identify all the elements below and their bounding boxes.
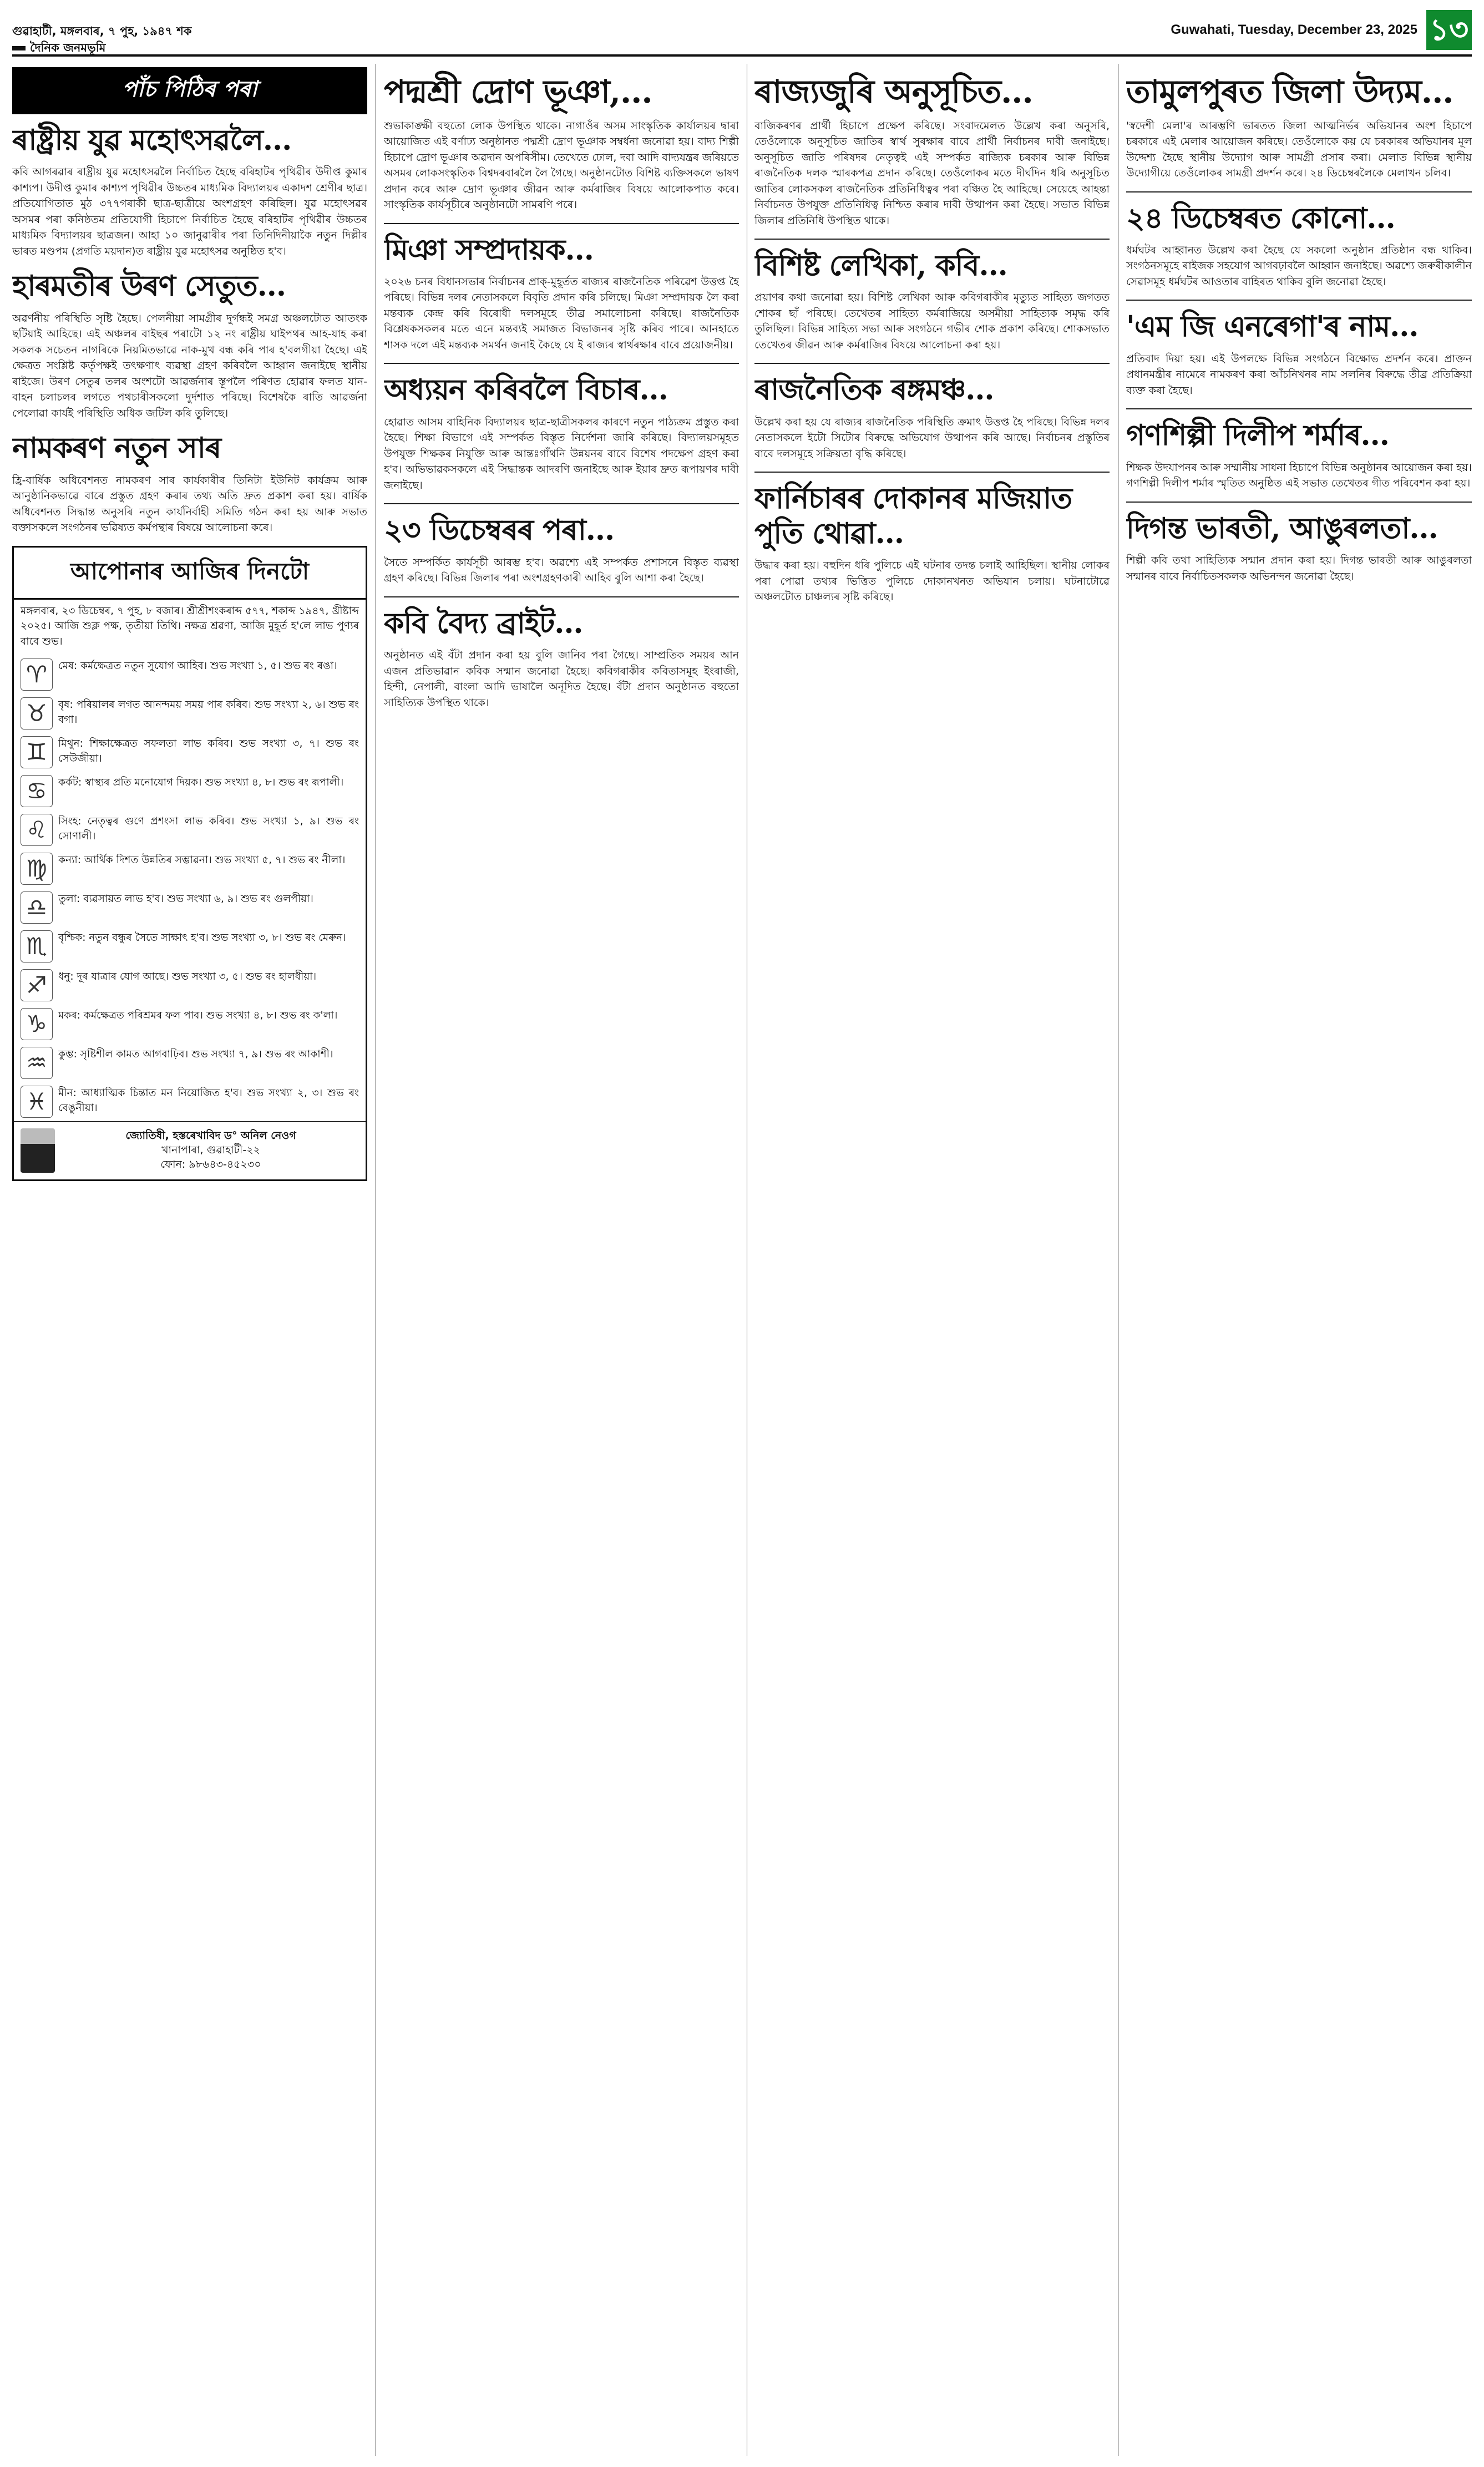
astrologer-name: জ্যোতিষী, হস্তৰেখাবিদ ড° অনিল নেওগ bbox=[125, 1129, 296, 1142]
story-headline: ৰাষ্ট্ৰীয় যুৱ মহোৎসৱলৈ... bbox=[12, 123, 292, 157]
story-headline: অধ্যয়ন কৰিবলৈ বিচাৰ... bbox=[384, 373, 668, 407]
story-body: ২০২৬ চনৰ বিধানসভাৰ নিৰ্বাচনৰ প্ৰাক্-মুহূৰ্তত ৰাজ্যৰ ৰাজনৈতিক পৰিৱেশ উত্তপ্ত হৈ পৰিছে। বিভিন্ন দলৰ নেতাসকলে বিবৃতি প্ৰদান কৰি চলিছে। মিঞা সম্প্ৰদায়ক লৈ কৰা মন্তব্যক কেন্দ্ৰ কৰি বিৰোধী দলসমূহে তীব্ৰ সমালোচনা কৰিছে। ৰাজনৈতিক বিশ্লেষকসকলৰ মতে এনে মন্তব্যই সমাজত বিভাজনৰ সৃষ্টি কৰিব পাৰে। আনহাতে শাসক দলে এই মন্তব্যক সমৰ্থন জনাই কৈছে যে ই ৰাজ্যৰ স্বাৰ্থৰক্ষাৰ বাবে প্ৰয়োজনীয়। bbox=[384, 275, 739, 351]
astrologer-photo bbox=[21, 1128, 55, 1173]
zodiac-row bbox=[14, 1005, 366, 1043]
zodiac-icon: ♑ bbox=[21, 1008, 53, 1040]
zodiac-icon: ♓ bbox=[21, 1086, 53, 1118]
story-divider bbox=[1126, 408, 1472, 409]
story-divider bbox=[1126, 501, 1472, 503]
story bbox=[754, 373, 1110, 462]
story-body: প্ৰতিবাদ দিয়া হয়। এই উপলক্ষে বিভিন্ন সংগঠনে বিক্ষোভ প্ৰদৰ্শন কৰে। প্ৰাক্তন প্ৰধানমন্ত্ৰীৰ নামেৰে নামকৰণ কৰা আঁচনিখনৰ নাম সলনিৰ বিৰুদ্ধে তীব্ৰ প্ৰতিক্ৰিয়া ব্যক্ত কৰা হৈছে। bbox=[1126, 352, 1472, 397]
astrologer-phone: ফোন: ৯৮৬৪৩-৪৫২৩০ bbox=[160, 1158, 261, 1171]
story-body: হোৱাত আসম বাহিনিক বিদ্যালয়ৰ ছাত্ৰ-ছাত্ৰীসকলৰ কাৰণে নতুন পাঠ্যক্ৰম প্ৰস্তুত কৰা হৈছে। শিক্ষা বিভাগে এই সম্পৰ্কত বিস্তৃত নিৰ্দেশনা জাৰি কৰিছে। বিদ্যালয়সমূহত উপযুক্ত শিক্ষকৰ নিযুক্তি আৰু আন্তঃগাঁথনি উন্নয়নৰ বাবে বিশেষ পদক্ষেপ গ্ৰহণ কৰা হ'ব। অভিভাৱকসকলে এই সিদ্ধান্তক আদৰণি জনাইছে আৰু ইয়াৰ দ্ৰুত ৰূপায়ণৰ দাবী জনাইছে। bbox=[384, 416, 739, 492]
zodiac-icon: ♎ bbox=[21, 891, 53, 924]
column-2 bbox=[384, 64, 739, 2456]
story-headline: ৰাজ্যজুৰি অনুসূচিত... bbox=[754, 73, 1033, 110]
story-headline: 'এম জি এনৰেগা'ৰ নাম... bbox=[1126, 310, 1419, 344]
horoscope-box bbox=[12, 546, 367, 1181]
story-headline: গণশিল্পী দিলীপ শৰ্মাৰ... bbox=[1126, 418, 1389, 453]
column-3 bbox=[754, 64, 1110, 2456]
story bbox=[1126, 73, 1472, 181]
story-body: হ্ৰি-বাৰ্ষিক অধিবেশনত নামকৰণ সাৰ কাৰ্যকাৰীৰ তিনিটা ইউনিট কাৰ্যক্ৰম আৰু আনুষ্ঠানিকভাৱে বাৰে প্ৰস্তুত গ্ৰহণ কৰাৰ তথ্য অতি দ্ৰুত প্ৰকাশ কৰা হয়। বাৰ্ষিক অধিবেশনত সিদ্ধান্ত অনুসৰি নতুন কাৰ্যনিৰ্বাহী সমিতি গঠন কৰা হয় আৰু সভাত বক্তাসকলে সংগঠনৰ ভৱিষ্যত কৰ্মপন্থাৰ বিষয়ে আলোচনা কৰে। bbox=[12, 474, 367, 534]
story-headline: হাৰমতীৰ উৰণ সেতুত... bbox=[12, 269, 286, 303]
zodiac-row bbox=[14, 810, 366, 849]
header-date-assamese: গুৱাহাটী, মঙ্গলবাৰ, ৭ পুহ, ১৯৪৭ শক bbox=[12, 24, 192, 38]
story-headline: কবি বৈদ্য ব্ৰাইট... bbox=[384, 606, 583, 640]
zodiac-text: মিথুন: শিক্ষাক্ষেত্ৰত সফলতা লাভ কৰিব। শুভ সংখ্যা ৩, ৭। শুভ ৰং সেউজীয়া। bbox=[58, 737, 359, 765]
zodiac-text: মীন: আধ্যাত্মিক চিন্তাত মন নিয়োজিত হ'ব। শুভ সংখ্যা ২, ৩। শুভ ৰং বেঙুনীয়া। bbox=[58, 1087, 359, 1115]
story bbox=[1126, 511, 1472, 584]
zodiac-row bbox=[14, 1043, 366, 1082]
story bbox=[384, 73, 739, 213]
zodiac-row bbox=[14, 849, 366, 888]
astrologer-place: খানাপাৰা, গুৱাহাটী-২২ bbox=[161, 1144, 260, 1157]
zodiac-icon: ♌ bbox=[21, 814, 53, 846]
horoscope-intro: মঙ্গলবাৰ, ২৩ ডিচেম্বৰ, ৭ পুহ, ৮ বজাৰ। শ্ৰীশ্ৰীশংকৰাব্দ ৫৭৭, শকাব্দ ১৯৪৭, খ্ৰীষ্টাব্দ ২০২৫। আজি শুক্ল পক্ষ, তৃতীয়া তিথি। নক্ষত্ৰ শ্ৰৱণা, আজি মুহূৰ্ত হ'লে লাভ পুণ্যৰ বাবে শুভ। bbox=[21, 605, 359, 648]
zodiac-text: মকৰ: কৰ্মক্ষেত্ৰত পৰিশ্ৰমৰ ফল পাব। শুভ সংখ্যা ৪, ৮। শুভ ৰং ক'লা। bbox=[58, 1009, 338, 1021]
story-body: 'স্বদেশী মেলা'ৰ আৰম্ভণি ভাৰতত জিলা আত্মনিৰ্ভৰ অভিযানৰ অংশ হিচাপে চৰকাৰে এই মেলাৰ আয়োজন কৰিছে। তেওঁলোকে কয় যে চৰকাৰৰ অভিযানৰ মূল উদ্দেশ্য হৈছে স্থানীয় উদ্যোগ আৰু সামগ্ৰী প্ৰসাৰ কৰা। মেলাত বিভিন্ন স্থানীয় উদ্যোগীয়ে তেওঁলোকৰ সামগ্ৰী প্ৰদৰ্শন কৰে। ২৪ ডিচেম্বৰলৈকে মেলাখন চলিব। bbox=[1126, 119, 1472, 180]
story-divider bbox=[1126, 300, 1472, 301]
story-body: শিক্ষক উদযাপনৰ আৰু সম্মানীয় সাধনা হিচাপে বিভিন্ন অনুষ্ঠানৰ আয়োজন কৰা হয়। গণশিল্পী দিলীপ শৰ্মাৰ স্মৃতিত অনুষ্ঠিত এই সভাত তেখেতৰ গীত পৰিবেশন কৰা হয়। bbox=[1126, 461, 1472, 490]
zodiac-icon: ♊ bbox=[21, 736, 53, 768]
story-headline: নামকৰণ নতুন সাৰ bbox=[12, 431, 221, 465]
story-headline: ফাৰ্নিচাৰৰ দোকানৰ মজিয়াত পুতি থোৱা... bbox=[754, 482, 1072, 550]
story-headline: ২৩ ডিচেম্বৰৰ পৰা... bbox=[384, 513, 615, 548]
story-divider bbox=[754, 472, 1110, 473]
zodiac-icon: ♐ bbox=[21, 969, 53, 1001]
astrologer-footer bbox=[14, 1121, 366, 1179]
zodiac-icon: ♉ bbox=[21, 697, 53, 730]
page-number-badge: ১৩ bbox=[1426, 10, 1472, 50]
story bbox=[754, 482, 1110, 605]
story-body: প্ৰয়াণৰ কথা জনোৱা হয়। বিশিষ্ট লেখিকা আৰু কবিগৰাকীৰ মৃত্যুত সাহিত্য জগতত শোকৰ ছাঁ পৰিছে। তেখেতৰ সাহিত্য কৰ্মৰাজিয়ে অসমীয়া সাহিত্যক সমৃদ্ধ কৰি তুলিছিল। বিভিন্ন সাহিত্য সভা আৰু সংগঠনে গভীৰ শোক প্ৰকাশ কৰিছে। শোকসভাত তেখেতৰ জীৱন আৰু কৰ্মৰাজিৰ বিষয়ে আলোচনা কৰা হয়। bbox=[754, 291, 1110, 351]
story bbox=[384, 233, 739, 353]
story-headline: পদ্মশ্ৰী দ্ৰোণ ভূঞা,... bbox=[384, 73, 652, 110]
story-body: বাজিকৰণৰ প্ৰাৰ্থী হিচাপে প্ৰক্ষেপ কৰিছে। সংবাদমেলত উল্লেখ কৰা অনুসৰি, তেওঁলোকে অনুসূচিত জাতিৰ স্বাৰ্থ সুৰক্ষাৰ বাবে প্ৰাৰ্থী নিৰ্বাচনৰ দাবী জনাইছে। অনুসূচিত জাতি পৰিষদৰ নেতৃত্বই এই সম্পৰ্কত ৰাজ্যিক চৰকাৰ আৰু বিভিন্ন ৰাজনৈতিক দলক স্মাৰকপত্ৰ প্ৰদান কৰিছে। তেওঁলোকৰ মতে দীৰ্ঘদিন ধৰি অনুসূচিত জাতিৰ লোকসকল ৰাজনৈতিক প্ৰতিনিধিত্বৰ পৰা বঞ্চিত হৈ আহিছে। সেয়েহে আহন্তা নিৰ্বাচনত উপযুক্ত প্ৰতিনিধিত্ব নিশ্চিত কৰাৰ দাবী উত্থাপন কৰা হৈছে। সভাত বিভিন্ন জিলাৰ প্ৰতিনিধি উপস্থিত থাকে। bbox=[754, 119, 1110, 227]
zodiac-icon: ♈ bbox=[21, 658, 53, 691]
story bbox=[12, 269, 367, 421]
story bbox=[12, 431, 367, 535]
story-body: ধৰ্মঘটৰ আহ্বানত উল্লেখ কৰা হৈছে যে সকলো অনুষ্ঠান প্ৰতিষ্ঠান বন্ধ থাকিব। সংগঠনসমূহে ৰাইজক সহযোগ আগবঢ়াবলৈ আহ্বান জনাইছে। অৱশ্যে জৰুৰীকালীন সেৱাসমূহ ধৰ্মঘটৰ আওতাৰ বাহিৰত থাকিব বুলি জনোৱা হৈছে। bbox=[1126, 244, 1472, 288]
zodiac-row bbox=[14, 694, 366, 733]
story-headline: বিশিষ্ট লেখিকা, কবি... bbox=[754, 249, 1007, 283]
column-1 bbox=[12, 64, 367, 2456]
story-divider bbox=[384, 596, 739, 597]
story-body: শুভাকাঙ্ক্ষী বহুতো লোক উপস্থিত থাকে। নাগাওঁৰ অসম সাংস্কৃতিক কাৰ্যালয়ৰ দ্বাৰা আয়োজিত এই বৰ্ণাঢ্য অনুষ্ঠানত পদ্মশ্ৰী দ্ৰোণ ভূঞাক সম্বৰ্ধনা জনোৱা হয়। বাদ্য শিল্পী হিচাপে দ্ৰোণ ভূঞাৰ অৱদান অপৰিসীম। তেখেতে ঢোল, দবা আদি বাদ্যযন্ত্ৰৰ জৰিয়তে অসমৰ লোকসংস্কৃতিক বিশ্বদৰবাৰলৈ লৈ গৈছে। অনুষ্ঠানটোত বিশিষ্ট ব্যক্তিসকলে ভাষণ প্ৰদান কৰে আৰু দ্ৰোণ ভূঞাৰ জীৱন আৰু কৰ্মৰাজিৰ বিষয়ে আলোকপাত কৰে। সাংস্কৃতিক কাৰ্যসূচীৰে অনুষ্ঠানটো সামৰণি পৰে। bbox=[384, 119, 739, 211]
column-4 bbox=[1126, 64, 1472, 2456]
header-rule bbox=[12, 54, 1472, 57]
zodiac-list bbox=[14, 655, 366, 1121]
zodiac-icon: ♍ bbox=[21, 853, 53, 885]
zodiac-row bbox=[14, 927, 366, 966]
zodiac-row bbox=[14, 772, 366, 810]
zodiac-text: কৰ্কট: স্বাস্থ্যৰ প্ৰতি মনোযোগ দিয়ক। শুভ সংখ্যা ৪, ৮। শুভ ৰং ৰূপালী। bbox=[58, 776, 344, 788]
zodiac-text: ধনু: দূৰ যাত্ৰাৰ যোগ আছে। শুভ সংখ্যা ৩, ৫। শুভ ৰং হালধীয়া। bbox=[58, 970, 317, 982]
zodiac-text: কন্যা: আৰ্থিক দিশত উন্নতিৰ সম্ভাৱনা। শুভ সংখ্যা ৫, ৭। শুভ ৰং নীলা। bbox=[58, 854, 346, 866]
story-headline: তামুলপুৰত জিলা উদ্যম... bbox=[1126, 73, 1453, 110]
story-divider bbox=[384, 223, 739, 224]
story-headline: ৰাজনৈতিক ৰঙ্গমঞ্চ... bbox=[754, 373, 994, 407]
zodiac-row bbox=[14, 655, 366, 694]
section-banner: পাঁচ পিঠিৰ পৰা bbox=[12, 67, 367, 114]
zodiac-text: সিংহ: নেতৃত্বৰ গুণে প্ৰশংসা লাভ কৰিব। শুভ সংখ্যা ১, ৯। শুভ ৰং সোণালী। bbox=[58, 815, 359, 843]
story-body: শিল্পী কবি তথা সাহিত্যিক সন্মান প্ৰদান কৰা হয়। দিগন্ত ভাৰতী আৰু আঙুৰলতা সন্মানৰ বাবে নিৰ্বাচিতসকলক অভিনন্দন জনোৱা হৈছে। bbox=[1126, 554, 1472, 582]
zodiac-text: বৃশ্চিক: নতুন বন্ধুৰ সৈতে সাক্ষাৎ হ'ব। শুভ সংখ্যা ৩, ৮। শুভ ৰং মেৰুন। bbox=[58, 931, 346, 944]
story bbox=[384, 373, 739, 493]
story-body: অৱৰ্ণনীয় পৰিস্থিতি সৃষ্টি হৈছে। পেলনীয়া সামগ্ৰীৰ দুৰ্গন্ধই সমগ্ৰ অঞ্চলটোত আতংক ছটিয়াই আহিছে। এই অঞ্চলৰ বাইছৰ পৰাটো ১২ নং ৰাষ্ট্ৰীয় ঘাইপথৰ আহ-যাহ কৰা সকলক সচেতন নাগৰিকে নিয়মিতভাৱে নাক-মুখ বন্ধ কৰি পাৰ হ'বলগীয়া হৈছে। এই ক্ষেত্ৰত সংশ্লিষ্ট কৰ্তৃপক্ষই তৎক্ষণাৎ ব্যৱস্থা গ্ৰহণ কৰিবলৈ আহ্বান জনাইছে স্থানীয় ৰাইজে। উৰণ সেতুৰ তলৰ অংশটো আৱৰ্জনাৰ স্তূপলৈ পৰিণত হোৱাৰ ফলত যান-বাহন চলাচলৰ লগতে পথচাৰীসকলো দুৰ্দশাত পৰিছে। বিশেষকৈ ৰাতি আৱৰ্জনা পেলোৱা কাৰ্যই পৰিস্থিতি অধিক জটিল কৰি তুলিছে। bbox=[12, 312, 367, 419]
story-body: উদ্ধাৰ কৰা হয়। বহুদিন ধৰি পুলিচে এই ঘটনাৰ তদন্ত চলাই আহিছিল। স্থানীয় লোকৰ পৰা পোৱা তথ্যৰ ভিত্তিত পুলিচে দোকানখনত অভিযান চলায়। ঘটনাটোৱে অঞ্চলটোত চাঞ্চল্যৰ সৃষ্টি কৰিছে। bbox=[754, 559, 1110, 604]
horoscope-title: আপোনাৰ আজিৰ দিনটো bbox=[12, 546, 367, 600]
story-divider bbox=[754, 363, 1110, 364]
header-date-english: Guwahati, Tuesday, December 23, 2025 bbox=[1171, 22, 1417, 37]
zodiac-row bbox=[14, 888, 366, 927]
zodiac-row bbox=[14, 733, 366, 772]
story-body: সৈতে সম্পৰ্কিত কাৰ্যসূচী আৰম্ভ হ'ব। অৱশ্যে এই সম্পৰ্কত প্ৰশাসনে বিস্তৃত ব্যৱস্থা গ্ৰহণ কৰিছে। বিভিন্ন জিলাৰ পৰা অংশগ্ৰহণকাৰী আহিব বুলি আশা কৰা হৈছে। bbox=[384, 556, 739, 585]
story bbox=[12, 123, 367, 259]
story-headline: দিগন্ত ভাৰতী, আঙুৰলতা... bbox=[1126, 511, 1438, 545]
story bbox=[754, 249, 1110, 353]
story bbox=[754, 73, 1110, 229]
story bbox=[384, 606, 739, 711]
story bbox=[1126, 201, 1472, 290]
zodiac-row bbox=[14, 1082, 366, 1121]
story-body: অনুষ্ঠানত এই বঁটা প্ৰদান কৰা হয় বুলি জানিব পৰা গৈছে। সাম্প্ৰতিক সময়ৰ আন এজন প্ৰতিভাৱান কবিক সন্মান জনোৱা হৈছে। কবিগৰাকীৰ কবিতাসমূহ ইংৰাজী, হিন্দী, নেপালী, বাংলা আদি ভাষালৈ অনূদিত হৈছে। বঁটা প্ৰদান অনুষ্ঠানত বহুতো সাহিত্যিক উপস্থিত থাকে। bbox=[384, 649, 739, 709]
zodiac-text: বৃষ: পৰিয়ালৰ লগত আনন্দময় সময় পাৰ কৰিব। শুভ সংখ্যা ২, ৬। শুভ ৰং বগা। bbox=[58, 698, 359, 726]
zodiac-text: কুম্ভ: সৃষ্টিশীল কামত আগবাঢ়িব। শুভ সংখ্যা ৭, ৯। শুভ ৰং আকাশী। bbox=[58, 1048, 333, 1060]
story-headline: ২৪ ডিচেম্বৰত কোনো... bbox=[1126, 201, 1395, 235]
story-body: উল্লেখ কৰা হয় যে ৰাজ্যৰ ৰাজনৈতিক পৰিস্থিতি ক্ৰমাৎ উত্তপ্ত হৈ পৰিছে। বিভিন্ন দলৰ নেতাসকলে ইটো সিটোৰ বিৰুদ্ধে অভিযোগ উত্থাপন কৰি আছে। নিৰ্বাচনৰ প্ৰস্তুতিৰ বাবে দলসমূহে সক্ৰিয়তা বৃদ্ধি কৰিছে। bbox=[754, 416, 1110, 460]
zodiac-icon: ♒ bbox=[21, 1047, 53, 1079]
story-divider bbox=[384, 363, 739, 364]
zodiac-text: মেষ: কৰ্মক্ষেত্ৰত নতুন সুযোগ আহিব। শুভ সংখ্যা ১, ৫। শুভ ৰং ৰঙা। bbox=[58, 660, 337, 672]
story-divider bbox=[1126, 191, 1472, 193]
zodiac-icon: ♋ bbox=[21, 775, 53, 807]
zodiac-row bbox=[14, 966, 366, 1005]
zodiac-text: তুলা: ব্যৱসায়ত লাভ হ'ব। শুভ সংখ্যা ৬, ৯। শুভ ৰং গুলপীয়া। bbox=[58, 893, 313, 905]
story bbox=[384, 513, 739, 586]
story-divider bbox=[384, 503, 739, 504]
story bbox=[1126, 310, 1472, 398]
zodiac-icon: ♏ bbox=[21, 930, 53, 963]
newspaper-name: দৈনিক জনমভূমি bbox=[12, 39, 105, 58]
story bbox=[1126, 418, 1472, 491]
story-body: কবি আগৰৱাৰ ৰাষ্ট্ৰীয় যুৱ মহোৎসৱলৈ নিৰ্বাচিত হৈছে বৰিহাটৰ পৃথিৱীৰ উদীপ্ত কুমাৰ কাশ্যপ। উদীপ্ত কুমাৰ কাশ্যপ পৃথিৱীৰ উচ্চতৰ মাধ্যমিক বিদ্যালয়ৰ একাদশ শ্ৰেণীৰ ছাত্ৰ। প্ৰতিযোগিতাত মুঠ ৩৭৭গৰাকী ছাত্ৰ-ছাত্ৰীয়ে অংশগ্ৰহণ কৰিছিল। যুৱ মহোৎসৱৰ অসমৰ পৰা কনিষ্ঠতম প্ৰতিযোগী হিচাপে নিৰ্বাচিত হৈছে বৰিহাটৰ পৃথিৱীৰ উচ্চতৰ মাধ্যমিক বিদ্যালয়ৰ ছাত্ৰজন। আহা ১০ জানুৱাৰীৰ পৰা তিনিদিনীয়াকৈ নতুন দিল্লীৰ ভাৰত মণ্ডপম (প্ৰগতি ময়দান)ত ৰাষ্ট্ৰীয় যুৱ মহোৎসৱ অনুষ্ঠিত হ'ব। bbox=[12, 166, 367, 257]
story-headline: মিঞা সম্প্ৰদায়ক... bbox=[384, 232, 594, 267]
story-divider bbox=[754, 239, 1110, 240]
page-header bbox=[0, 0, 1484, 61]
